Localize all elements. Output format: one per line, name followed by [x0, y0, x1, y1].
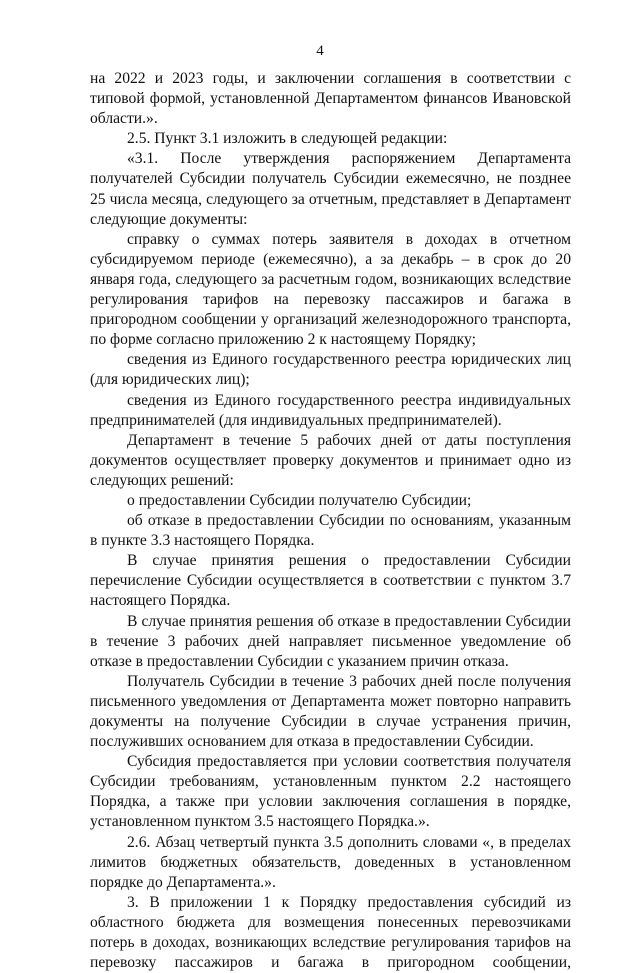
paragraph-entrepreneurs-registry: сведения из Единого государственного реестра индивидуальных предпринимателей (для индивидуальных предпринимателей).	[90, 391, 571, 429]
paragraph-legal-entities-registry: сведения из Единого государственного реестра юридических лиц (для юридических лиц);	[90, 351, 571, 389]
paragraph-item-2-5: 2.5. Пункт 3.1 изложить в следующей редакции:	[127, 130, 448, 148]
paragraph-decision-refusal: об отказе в предоставлении Субсидии по основаниям, указанным в пункте 3.3 настоящего Порядка.	[90, 512, 571, 550]
paragraph-subsidy-conditions: Субсидия предоставляется при условии соответствия получателя Субсидии требованиям, установленным пунктом 2.2 настоящего Порядка, а также при условии заключения соглашения в порядке, установленном пунктом 3.5 настоящего Порядка.».	[90, 753, 571, 831]
paragraph-resubmission: Получатель Субсидии в течение 3 рабочих дней после получения письменного уведомления от Департамента может повторно направить документы на получение Субсидии в случае устранения причин, послуживших основанием для отказа в предоставлении Субсидии.	[90, 672, 571, 751]
paragraph-department-review: Департамент в течение 5 рабочих дней от даты поступления документов осуществляет проверку документов и принимает одно из следующих решений:	[90, 431, 571, 489]
document-body	[90, 69, 571, 973]
paragraph-refusal-notice: В случае принятия решения об отказе в предоставлении Субсидии в течение 3 рабочих дней направляет письменное уведомление об отказе в предоставлении Субсидии с указанием причин отказа.	[90, 612, 571, 670]
paragraph-clause-3-1: «3.1. После утверждения распоряжением Департамента получателей Субсидии получатель Субсидии ежемесячно, не позднее 25 числа месяца, следующего за отчетным, представляет в Департамент следующие документы:	[90, 150, 571, 228]
paragraph-decision-grant: о предоставлении Субсидии получателю Субсидии;	[127, 491, 472, 509]
paragraph-item-3: 3. В приложении 1 к Порядку предоставления субсидий из областного бюджета для возмещения понесенных перевозчиками потерь в доходах, возникающих вследствие регулирования тарифов на перевозку пассажиров и багажа в пригородном сообщении,	[90, 893, 571, 972]
paragraph-transfer-on-approval: В случае принятия решения о предоставлении Субсидии перечисление Субсидии осуществляется в соответствии с пунктом 3.7 настоящего Порядка.	[90, 552, 571, 610]
paragraph-loss-statement: справку о суммах потерь заявителя в доходах в отчетном субсидируемом периоде (ежемесячно), а за декабрь – в срок до 20 января года, следующего за расчетным годом, возникающих вследствие регулирования тарифов на перевозку пассажиров и багажа в пригородном сообщении у организаций железнодорожного транспорта, по форме согласно приложению 2 к настоящему Порядку;	[90, 230, 571, 349]
paragraph-continuation: на 2022 и 2023 годы, и заключении соглашения в соответствии с типовой формой, установленной Департаментом финансов Ивановской области.».	[90, 70, 571, 128]
paragraph-item-2-6: 2.6. Абзац четвертый пункта 3.5 дополнить словами «, в пределах лимитов бюджетных обязательств, доведенных в установленном порядке до Департамента.».	[90, 833, 571, 891]
page-number: 4	[316, 43, 324, 59]
